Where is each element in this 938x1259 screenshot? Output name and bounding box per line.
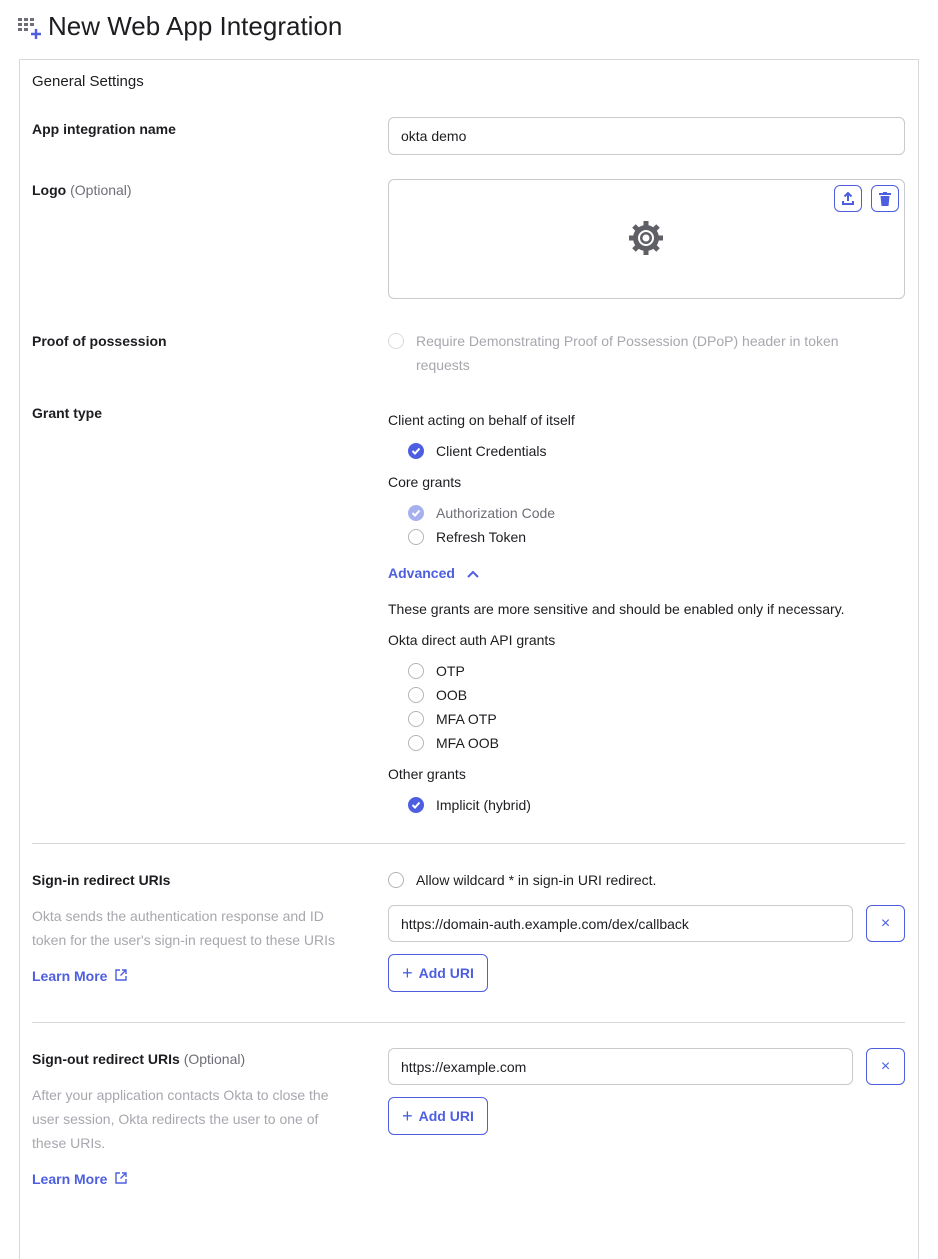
upload-logo-button[interactable] xyxy=(834,185,862,212)
grant-type-label: Grant type xyxy=(32,405,103,421)
mfa-oob-label: MFA OOB xyxy=(436,735,500,751)
implicit-checkbox[interactable] xyxy=(408,797,424,813)
external-link-icon xyxy=(115,969,127,981)
divider xyxy=(32,843,905,844)
signout-label xyxy=(32,1050,245,1068)
otp-label: OTP xyxy=(436,663,465,679)
add-signout-uri-button[interactable] xyxy=(388,1097,488,1135)
refresh-token-checkbox[interactable] xyxy=(408,529,424,545)
otp-checkbox[interactable] xyxy=(408,663,424,679)
signin-learn-more-link[interactable] xyxy=(32,967,127,985)
dpop-checkbox[interactable] xyxy=(388,333,404,349)
learn-more-text: Learn More xyxy=(32,968,108,984)
chevron-up-icon xyxy=(467,570,479,578)
client-heading: Client acting on behalf of itself xyxy=(388,412,575,428)
signin-label: Sign-in redirect URIs xyxy=(32,872,171,888)
logo-label-text: Logo xyxy=(32,182,67,198)
dpop-text-2: requests xyxy=(416,357,470,373)
advanced-toggle[interactable] xyxy=(388,564,479,582)
refresh-token-label: Refresh Token xyxy=(436,529,527,545)
optional-tag: (Optional) xyxy=(70,182,132,198)
core-heading: Core grants xyxy=(388,474,462,490)
wildcard-label: Allow wildcard * in sign-in URI redirect. xyxy=(416,872,657,888)
check-icon xyxy=(411,446,421,456)
gear-icon xyxy=(628,220,664,259)
app-name-input[interactable] xyxy=(388,117,905,155)
direct-heading: Okta direct auth API grants xyxy=(388,632,556,648)
signout-desc-2: user session, Okta redirects the user to one of xyxy=(32,1111,319,1127)
plus-icon: + xyxy=(402,1105,413,1126)
delete-logo-button[interactable] xyxy=(871,185,899,212)
apps-add-icon xyxy=(18,17,44,41)
mfa-otp-label: MFA OTP xyxy=(436,711,497,727)
check-icon xyxy=(411,508,421,518)
oob-checkbox[interactable] xyxy=(408,687,424,703)
pop-label: Proof of possession xyxy=(32,333,167,349)
remove-signin-uri-button[interactable] xyxy=(866,905,905,942)
external-link-icon xyxy=(115,1172,127,1184)
signout-desc-1: After your application contacts Okta to close the xyxy=(32,1087,329,1103)
add-uri-label: Add URI xyxy=(418,1108,474,1124)
wildcard-checkbox[interactable] xyxy=(388,872,404,888)
signout-learn-more-link[interactable] xyxy=(32,1170,127,1188)
app-name-label: App integration name xyxy=(32,121,176,137)
signout-uri-input[interactable] xyxy=(388,1048,853,1085)
implicit-label: Implicit (hybrid) xyxy=(436,797,531,813)
signin-desc-2: token for the user's sign-in request to these URIs xyxy=(32,932,336,948)
trash-icon xyxy=(879,192,891,206)
dpop-text-1: Require Demonstrating Proof of Possession (DPoP) header in token xyxy=(416,333,839,349)
advanced-label: Advanced xyxy=(388,565,455,581)
mfa-otp-checkbox[interactable] xyxy=(408,711,424,727)
check-icon xyxy=(411,800,421,810)
divider xyxy=(32,1022,905,1023)
client-credentials-checkbox[interactable] xyxy=(408,443,424,459)
signout-uri-value: https://example.com xyxy=(401,1058,527,1075)
add-uri-label: Add URI xyxy=(418,965,474,981)
upload-icon xyxy=(841,192,855,206)
learn-more-text: Learn More xyxy=(32,1171,108,1187)
optional-tag: (Optional) xyxy=(183,1051,246,1067)
logo-label xyxy=(32,181,132,199)
signin-desc-1: Okta sends the authentication response and ID xyxy=(32,908,324,924)
add-signin-uri-button[interactable] xyxy=(388,954,488,992)
signout-desc-3: these URIs. xyxy=(32,1135,106,1151)
close-icon: × xyxy=(880,1057,891,1075)
remove-signout-uri-button[interactable] xyxy=(866,1048,905,1085)
signin-uri-input[interactable] xyxy=(388,905,853,942)
page-title: New Web App Integration xyxy=(48,11,343,41)
mfa-oob-checkbox[interactable] xyxy=(408,735,424,751)
section-title: General Settings xyxy=(32,73,144,90)
app-name-value: okta demo xyxy=(401,128,467,144)
authorization-code-label: Authorization Code xyxy=(436,505,556,521)
authorization-code-checkbox[interactable] xyxy=(408,505,424,521)
signin-uri-value: https://domain-auth.example.com/dex/callback xyxy=(401,915,689,932)
client-credentials-label: Client Credentials xyxy=(436,443,547,459)
advanced-note: These grants are more sensitive and should be enabled only if necessary. xyxy=(388,601,845,617)
other-heading: Other grants xyxy=(388,766,466,782)
plus-icon: + xyxy=(402,962,413,983)
signout-label-text: Sign-out redirect URIs xyxy=(32,1051,180,1067)
close-icon: × xyxy=(880,914,891,932)
oob-label: OOB xyxy=(436,687,468,703)
